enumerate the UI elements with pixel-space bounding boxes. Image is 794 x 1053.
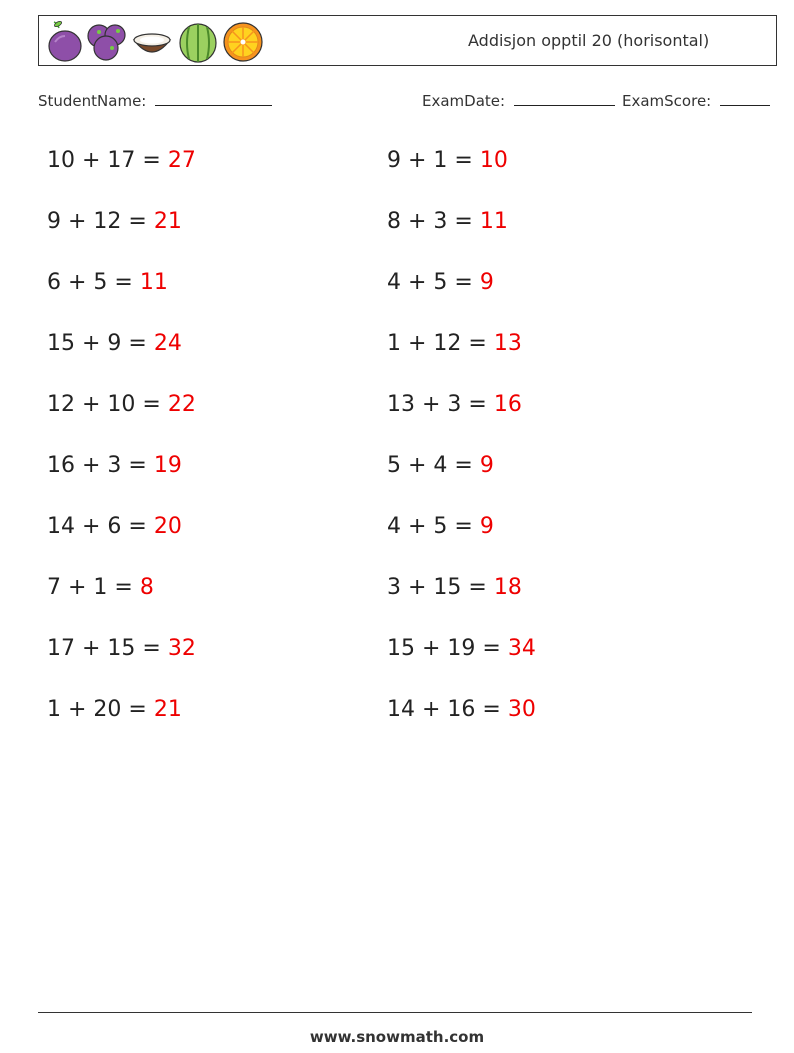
answer: 21	[153, 697, 182, 722]
answer: 32	[167, 636, 196, 661]
problem: 16 + 3 = 19	[47, 453, 182, 478]
answer: 13	[493, 331, 522, 356]
problem: 7 + 1 = 8	[47, 575, 154, 600]
problem: 1 + 20 = 21	[47, 697, 182, 722]
problem: 8 + 3 = 11	[387, 209, 508, 234]
problem: 9 + 12 = 21	[47, 209, 182, 234]
answer: 20	[153, 514, 182, 539]
answer: 11	[139, 270, 168, 295]
answer: 10	[479, 148, 508, 173]
problem: 4 + 5 = 9	[387, 514, 494, 539]
exam-date-label: ExamDate:	[422, 92, 506, 110]
answer: 9	[479, 270, 494, 295]
coconut-icon	[131, 20, 173, 64]
exam-date-field	[422, 92, 615, 110]
answer: 21	[153, 209, 182, 234]
answer: 9	[479, 514, 494, 539]
problem: 17 + 15 = 32	[47, 636, 196, 661]
problem: 1 + 12 = 13	[387, 331, 522, 356]
plum-icon	[45, 20, 85, 64]
header-box	[38, 15, 777, 66]
problem: 13 + 3 = 16	[387, 392, 522, 417]
problem: 6 + 5 = 11	[47, 270, 168, 295]
plums-icon	[85, 20, 129, 64]
problem: 15 + 9 = 24	[47, 331, 182, 356]
answer: 30	[507, 697, 536, 722]
problem: 4 + 5 = 9	[387, 270, 494, 295]
student-name-field	[38, 92, 272, 110]
worksheet-title: Addisjon opptil 20 (horisontal)	[468, 31, 710, 50]
problem: 14 + 16 = 30	[387, 697, 536, 722]
answer: 19	[153, 453, 182, 478]
problem: 15 + 19 = 34	[387, 636, 536, 661]
problem: 12 + 10 = 22	[47, 392, 196, 417]
orange-slice-icon	[221, 20, 265, 64]
student-name-blank[interactable]	[155, 93, 272, 106]
exam-score-label: ExamScore:	[622, 92, 712, 110]
exam-date-blank[interactable]	[514, 93, 615, 106]
exam-score-field	[622, 92, 770, 110]
problem: 3 + 15 = 18	[387, 575, 522, 600]
answer: 16	[493, 392, 522, 417]
watermelon-icon	[177, 20, 219, 64]
answer: 11	[479, 209, 508, 234]
problem: 5 + 4 = 9	[387, 453, 494, 478]
footer-url[interactable]: www.snowmath.com	[309, 1028, 485, 1046]
answer: 8	[139, 575, 154, 600]
problem: 10 + 17 = 27	[47, 148, 196, 173]
problem: 14 + 6 = 20	[47, 514, 182, 539]
answer: 22	[167, 392, 196, 417]
answer: 18	[493, 575, 522, 600]
student-name-label: StudentName:	[38, 92, 147, 110]
problem: 9 + 1 = 10	[387, 148, 508, 173]
answer: 24	[153, 331, 182, 356]
answer: 27	[167, 148, 196, 173]
exam-score-blank[interactable]	[720, 93, 770, 106]
answer: 9	[479, 453, 494, 478]
footer-divider	[38, 1012, 752, 1013]
answer: 34	[507, 636, 536, 661]
